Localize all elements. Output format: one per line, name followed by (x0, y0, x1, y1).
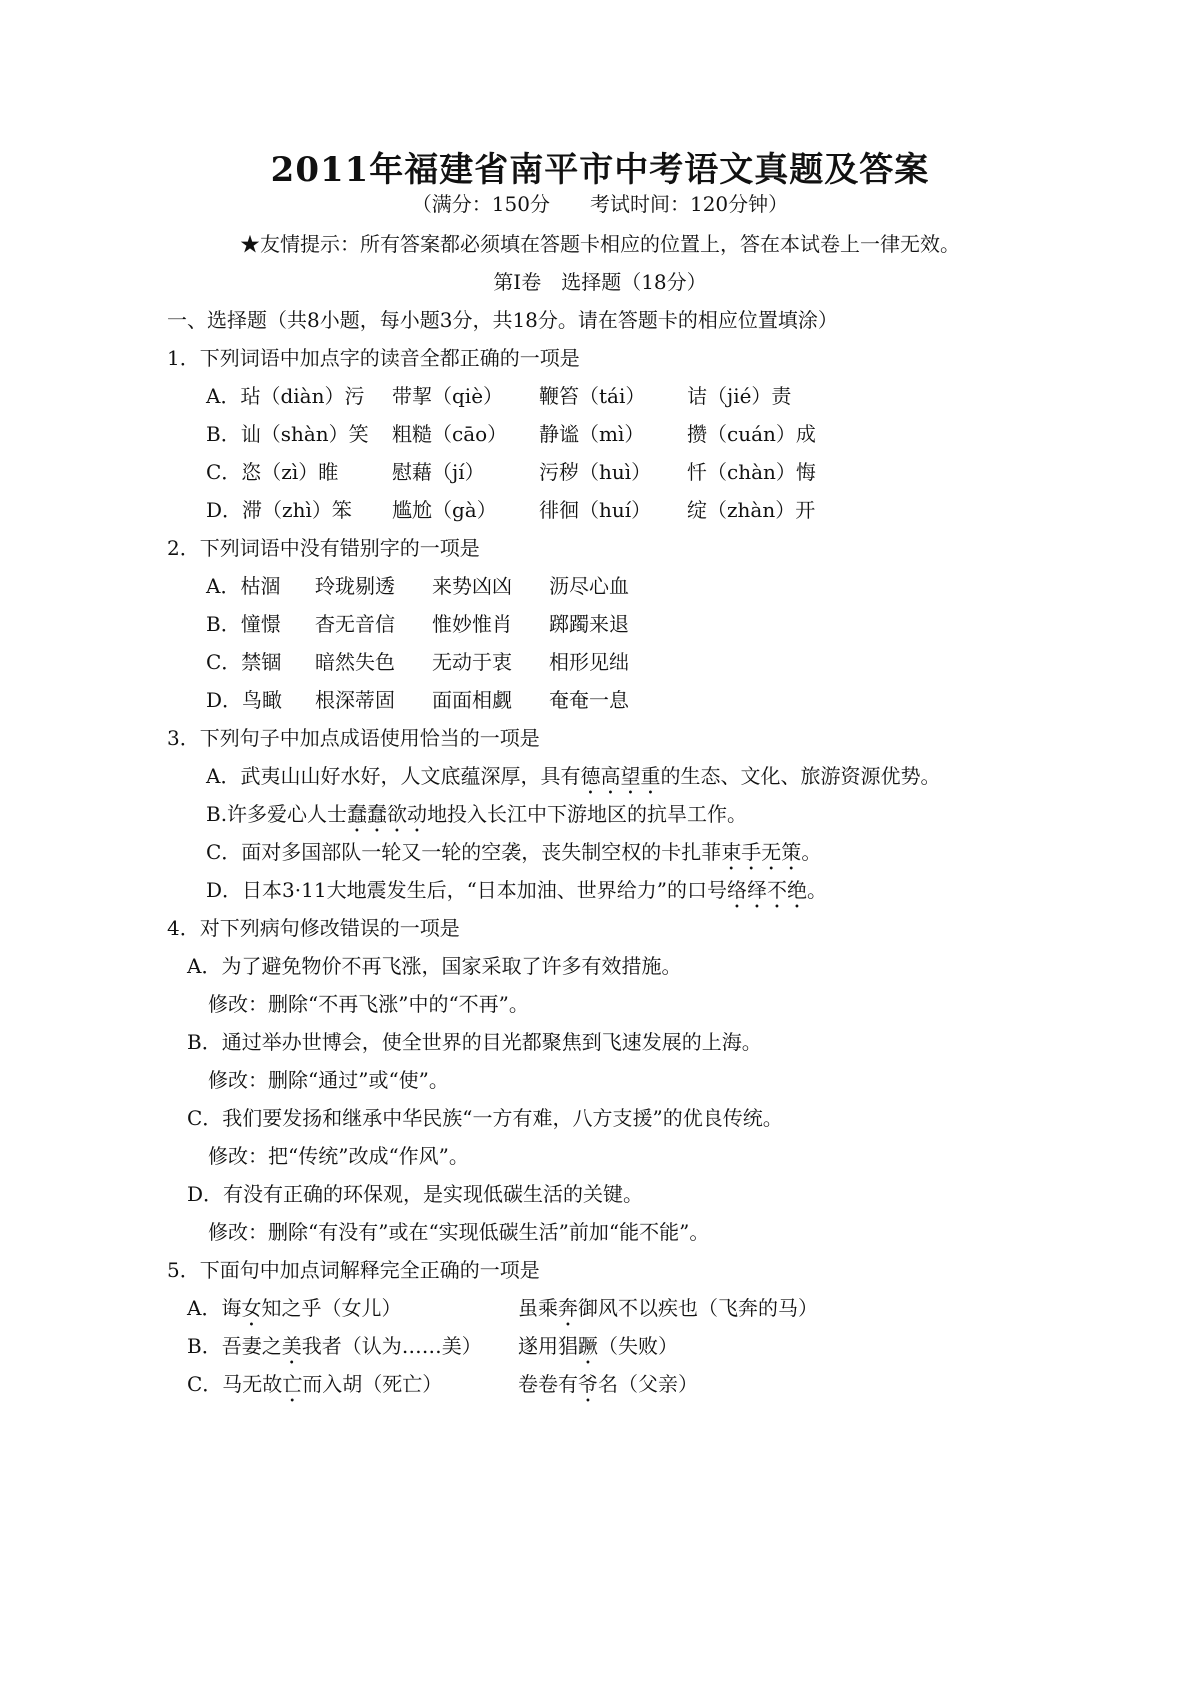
sentence-text: B．吾妻之 (187, 1334, 282, 1358)
option-cell: 杳无音信 (315, 612, 395, 636)
option-cell: 尴尬（gà） (392, 498, 497, 522)
dotted-word: 亡 (282, 1372, 303, 1396)
option-cell: 来势凶凶 (432, 574, 512, 598)
dotted-word: 蹶 (578, 1334, 598, 1358)
question-3-option-d (206, 876, 827, 913)
option-cell: 面面相觑 (432, 688, 512, 712)
question-4-option-b: B．通过举办世博会，使全世界的目光都聚焦到飞速发展的上海。 (187, 1030, 762, 1054)
sentence-text: A．武夷山山好水好，人文底蕴深厚，具有 (206, 764, 581, 788)
question-1-stem: 1．下列词语中加点字的读音全都正确的一项是 (167, 346, 580, 370)
sentence-text: 遂用猖 (518, 1334, 578, 1358)
sentence-text: 知之乎（女儿） (261, 1296, 402, 1320)
option-cell: 粗糙（cāo） (392, 422, 508, 446)
dotted-idiom: 德高望重 (580, 764, 661, 788)
dotted-word: 爷 (578, 1372, 598, 1396)
dotted-idiom: 蠢蠢欲动 (347, 802, 428, 826)
option-cell: D．鸟瞰 (206, 688, 283, 712)
option-cell: 忏（chàn）悔 (687, 460, 816, 484)
sentence-text: C．马无故 (187, 1372, 283, 1396)
option-cell: 根深蒂固 (315, 688, 395, 712)
question-4-option-d: D．有没有正确的环保观，是实现低碳生活的关键。 (187, 1182, 644, 1206)
question-5-option-a-right (518, 1294, 818, 1331)
option-cell: C．恣（zì）睢 (206, 460, 339, 484)
option-cell: 诘（jié）责 (687, 384, 792, 408)
question-4-fix-a: 修改：删除“不再飞涨”中的“不再”。 (208, 992, 529, 1016)
dotted-word: 奔 (558, 1296, 578, 1320)
option-cell: 绽（zhàn）开 (687, 498, 816, 522)
question-4-fix-d: 修改：删除“有没有”或在“实现低碳生活”前加“能不能”。 (208, 1220, 710, 1244)
option-cell: 相形见绌 (549, 650, 629, 674)
option-cell: C．禁锢 (206, 650, 282, 674)
volume-heading: 第Ⅰ卷 选择题（18分） (493, 270, 707, 294)
sentence-text: C．面对多国部队一轮又一轮的空袭，丧失制空权的卡扎菲 (206, 840, 722, 864)
dotted-idiom: 络绎不绝 (727, 878, 808, 902)
section-heading: 一、选择题（共8小题，每小题3分，共18分。请在答题卡的相应位置填涂） (167, 308, 838, 332)
question-4-option-a: A．为了避免物价不再飞涨，国家采取了许多有效措施。 (187, 954, 682, 978)
sentence-text: A．诲 (187, 1296, 242, 1320)
option-cell: B．讪（shàn）笑 (206, 422, 369, 446)
option-cell: 污秽（huì） (539, 460, 652, 484)
option-cell: A．枯涸 (206, 574, 281, 598)
question-4-option-c: C．我们要发扬和继承中华民族“一方有难，八方支援”的优良传统。 (187, 1106, 783, 1130)
option-cell: 鞭笞（tái） (539, 384, 646, 408)
option-cell: 攒（cuán）成 (687, 422, 816, 446)
dotted-word: 美 (281, 1334, 302, 1358)
option-cell: 暗然失色 (315, 650, 395, 674)
question-3-stem: 3．下列句子中加点成语使用恰当的一项是 (167, 726, 540, 750)
question-5-option-c-right (518, 1370, 698, 1407)
option-cell: 慰藉（jí） (392, 460, 485, 484)
option-cell: 无动于衷 (432, 650, 512, 674)
sentence-text: 卷卷有 (518, 1372, 578, 1396)
exam-info: （满分：150分 考试时间：120分钟） (411, 192, 789, 216)
sentence-text: 的生态、文化、旅游资源优势。 (660, 764, 941, 788)
option-cell: 玲珑剔透 (315, 574, 395, 598)
sentence-text: D．日本3·11大地震发生后，“日本加油、世界给力”的口号 (206, 878, 728, 902)
option-cell: D．滞（zhì）笨 (206, 498, 352, 522)
option-cell: 惟妙惟肖 (432, 612, 512, 636)
option-cell: 静谧（mì） (539, 422, 645, 446)
question-5-option-b-right (518, 1332, 678, 1369)
sentence-text: 地投入长江中下游地区的抗旱工作。 (427, 802, 748, 826)
notice: ★友情提示：所有答案都必须填在答题卡相应的位置上，答在本试卷上一律无效。 (240, 232, 960, 256)
sentence-text: 。 (807, 878, 828, 902)
question-5-stem: 5．下面句中加点词解释完全正确的一项是 (167, 1258, 540, 1282)
sentence-text: 而入胡（死亡） (302, 1372, 443, 1396)
sentence-text: 名（父亲） (598, 1372, 698, 1396)
sentence-text: （失败） (598, 1334, 678, 1358)
question-4-fix-b: 修改：删除“通过”或“使”。 (208, 1068, 449, 1092)
sentence-text: 。 (801, 840, 822, 864)
option-cell: 踯躅来退 (549, 612, 629, 636)
sentence-text: 虽乘 (518, 1296, 558, 1320)
option-cell: B．憧憬 (206, 612, 281, 636)
option-cell: 沥尽心血 (549, 574, 629, 598)
dotted-idiom: 束手无策 (721, 840, 802, 864)
option-cell: 徘徊（huí） (539, 498, 652, 522)
question-3-option-b (206, 800, 747, 837)
question-5-option-c-left (187, 1370, 442, 1407)
question-3-option-c (206, 838, 821, 875)
question-2-stem: 2．下列词语中没有错别字的一项是 (167, 536, 480, 560)
question-3-option-a (206, 762, 940, 799)
option-cell: A．玷（diàn）污 (206, 384, 365, 408)
sentence-text: 我者（认为……美） (301, 1334, 482, 1358)
question-4-stem: 4．对下列病句修改错误的一项是 (167, 916, 460, 940)
option-cell: 带挈（qiè） (392, 384, 504, 408)
question-4-fix-c: 修改：把“传统”改成“作风”。 (208, 1144, 469, 1168)
page-title: 2011年福建省南平市中考语文真题及答案 (270, 150, 930, 190)
question-5-option-b-left (187, 1332, 482, 1369)
option-cell: 奄奄一息 (549, 688, 629, 712)
question-5-option-a-left (187, 1294, 401, 1331)
sentence-text: 御风不以疾也（飞奔的马） (578, 1296, 818, 1320)
dotted-word: 女 (241, 1296, 262, 1320)
sentence-text: B.许多爱心人士 (206, 802, 348, 826)
